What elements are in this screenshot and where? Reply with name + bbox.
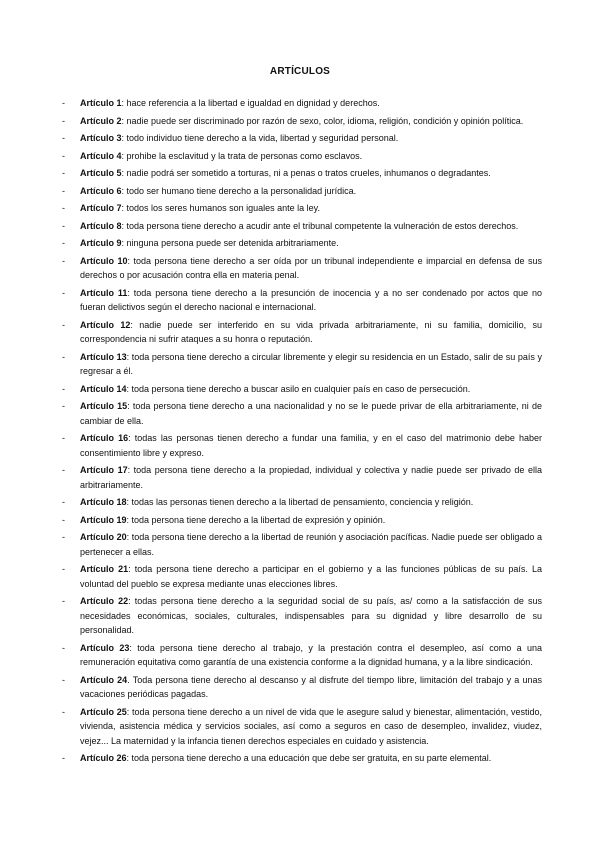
list-item — [62, 594, 542, 638]
article-text: todo ser humano tiene derecho a la personalidad jurídica. — [126, 185, 357, 196]
list-item — [62, 431, 542, 460]
bullet-mark: - — [62, 255, 65, 266]
article-label: Artículo 11 — [80, 287, 128, 298]
bullet-mark: - — [62, 497, 65, 507]
article-text: nadie podrá ser sometido a torturas, ni a penas o tratos crueles, inhumanos o degradantes. — [126, 168, 491, 178]
article-label: Artículo 15 — [80, 401, 128, 411]
bullet-mark: - — [62, 220, 65, 231]
article-label: Artículo 5 — [80, 168, 122, 178]
article-label: Artículo 7 — [80, 203, 122, 213]
bullet-mark: - — [62, 753, 65, 763]
article-text: hace referencia a la libertad e igualdad en dignidad y derechos. — [126, 98, 380, 108]
article-text: toda persona tiene derecho a la presunción de inocencia y a no ser condenado por actos que no fueran delictivos según el derecho nacional e internacional. — [80, 287, 542, 312]
bullet-mark: - — [62, 596, 65, 606]
list-item — [62, 495, 542, 510]
article-text: toda persona tiene derecho a una educación que debe ser gratuita, en su parte elemental. — [131, 753, 492, 763]
list-item — [62, 513, 542, 528]
article-separator: : — [126, 532, 132, 542]
article-label: Artículo 8 — [80, 220, 122, 231]
article-separator: . — [127, 674, 133, 685]
article-text: toda persona tiene derecho a acudir ante el tribunal competente la vulneración de estos derechos. — [126, 220, 519, 231]
article-separator: : — [128, 564, 135, 574]
bullet-mark: - — [62, 133, 65, 143]
article-separator: : — [130, 319, 140, 330]
articles-list — [62, 96, 542, 769]
article-label: Artículo 13 — [80, 351, 127, 362]
article-label: Artículo 19 — [80, 514, 127, 525]
article-text: todos los seres humanos son iguales ante la ley. — [126, 203, 320, 213]
list-item — [62, 219, 542, 234]
article-separator: : — [121, 238, 127, 248]
list-item — [62, 96, 542, 111]
article-separator: : — [127, 255, 134, 266]
list-item — [62, 751, 542, 766]
article-separator: : — [126, 753, 132, 763]
article-separator: : — [126, 497, 132, 507]
article-text: ninguna persona puede ser detenida arbitrariamente. — [126, 238, 339, 248]
list-item — [62, 530, 542, 559]
page-title: ARTÍCULOS — [269, 66, 331, 77]
article-separator: : — [127, 465, 134, 475]
bullet-mark: - — [62, 287, 65, 298]
article-text: toda persona tiene derecho a ser oída por un tribunal independiente e imparcial en defensa de sus derechos o por acusación contra ella en materia penal. — [80, 255, 542, 280]
article-label: Artículo 4 — [80, 150, 122, 161]
article-separator: : — [121, 115, 127, 126]
article-text: nadie puede ser discriminado por razón de sexo, color, idioma, religión, condición y opinión política. — [126, 115, 524, 126]
list-item — [62, 463, 542, 492]
article-separator: : — [121, 203, 127, 213]
article-label: Artículo 6 — [80, 185, 122, 196]
article-separator: : — [121, 98, 127, 108]
article-text: toda persona tiene derecho a la libertad de reunión y asociación pacíficas. Nadie puede ser obligado a pertenecer a ellas. — [80, 532, 542, 557]
article-label: Artículo 24 — [80, 674, 128, 685]
list-item — [62, 286, 542, 315]
article-separator: : — [121, 168, 127, 178]
bullet-mark: - — [62, 465, 65, 475]
list-item — [62, 201, 542, 216]
bullet-mark: - — [62, 203, 65, 213]
article-label: Artículo 26 — [80, 753, 127, 763]
article-text: Toda persona tiene derecho al descanso y al disfrute del tiempo libre, limitación del trabajo y a unas vacaciones periódicas pagadas. — [80, 674, 543, 699]
article-separator: : — [121, 133, 127, 143]
bullet-mark: - — [62, 319, 65, 330]
article-text: prohibe la esclavitud y la trata de personas como esclavos. — [126, 150, 363, 161]
article-separator: : — [128, 596, 135, 606]
article-separator: : — [121, 185, 127, 196]
article-label: Artículo 9 — [80, 238, 122, 248]
bullet-mark: - — [62, 185, 65, 196]
article-label: Artículo 3 — [80, 133, 122, 143]
list-item — [62, 705, 542, 749]
article-text: nadie puede ser interferido en su vida privada arbitrariamente, ni su familia, domicilio, su correspondencia ni sufrir ataques a su honra o reputación. — [80, 319, 542, 344]
list-item — [62, 131, 542, 146]
list-item — [62, 641, 542, 670]
bullet-mark: - — [62, 238, 65, 248]
article-text: todo individuo tiene derecho a la vida, libertad y seguridad personal. — [126, 133, 399, 143]
article-text: toda persona tiene derecho a la propiedad, individual y colectiva y nadie puede ser privado de ella arbitrariamente. — [80, 465, 543, 490]
article-separator: : — [128, 433, 135, 443]
list-item — [62, 399, 542, 428]
article-label: Artículo 20 — [80, 532, 127, 542]
article-label: Artículo 22 — [80, 596, 129, 606]
article-label: Artículo 21 — [80, 564, 129, 574]
article-text: toda persona tiene derecho a un nivel de vida que le asegure salud y bienestar, alimentación, vestido, vivienda, asistencia médica y servicios sociales, así como a seguros en caso de desempleo, invalidez, viudez, vejez... La maternidad y la infancia tienen derechos especiales en cuidado y asistencia. — [80, 706, 542, 746]
article-label: Artículo 16 — [80, 433, 129, 443]
bullet-mark: - — [62, 674, 65, 685]
bullet-mark: - — [62, 401, 65, 411]
article-label: Artículo 17 — [80, 465, 128, 475]
bullet-mark: - — [62, 115, 65, 126]
article-text: toda persona tiene derecho a la libertad de expresión y opinión. — [131, 514, 386, 525]
article-separator: : — [126, 383, 132, 394]
bullet-mark: - — [62, 150, 65, 161]
list-item — [62, 254, 542, 283]
article-text: todas las personas tienen derecho a la libertad de pensamiento, conciencia y religión. — [131, 497, 474, 507]
article-text: toda persona tiene derecho a circular libremente y elegir su residencia en un Estado, salir de su país y regresar a él. — [80, 351, 542, 376]
list-item — [62, 236, 542, 251]
article-separator: : — [126, 706, 133, 717]
list-item — [62, 673, 542, 702]
bullet-mark: - — [62, 433, 65, 443]
list-item — [62, 166, 542, 181]
article-text: toda persona tiene derecho a buscar asilo en cualquier país en caso de persecución. — [131, 383, 471, 394]
bullet-mark: - — [62, 383, 65, 394]
article-text: todas persona tiene derecho a la seguridad social de su país, as/ como a la satisfacción de sus necesidades económicas, sociales, culturales, indispensables para su dignidad y libre desarrollo de su personalidad. — [80, 596, 542, 635]
list-item — [62, 350, 542, 379]
list-item — [62, 318, 542, 347]
article-label: Artículo 10 — [80, 255, 128, 266]
article-label: Artículo 12 — [80, 319, 131, 330]
bullet-mark: - — [62, 532, 65, 542]
bullet-mark: - — [62, 98, 65, 108]
article-separator: : — [121, 150, 127, 161]
article-label: Artículo 23 — [80, 642, 130, 653]
list-item — [62, 184, 542, 199]
article-label: Artículo 1 — [80, 98, 122, 108]
article-text: toda persona tiene derecho al trabajo, y la prestación contra el desempleo, así como a una remuneración equitativa como garantía de una existencia conforme a la dignidad humana, y a la libre sindicación. — [80, 642, 542, 667]
article-label: Artículo 2 — [80, 115, 122, 126]
bullet-mark: - — [62, 168, 65, 178]
bullet-mark: - — [62, 564, 65, 574]
bullet-mark: - — [62, 706, 65, 717]
bullet-mark: - — [62, 642, 65, 653]
article-separator: : — [129, 642, 138, 653]
article-separator: : — [121, 220, 127, 231]
bullet-mark: - — [62, 514, 65, 525]
list-item — [62, 562, 542, 591]
article-label: Artículo 18 — [80, 497, 127, 507]
article-text: todas las personas tienen derecho a fundar una familia, y en el caso del matrimonio debe haber consentimiento libre y expreso. — [80, 433, 542, 458]
article-separator: : — [127, 401, 133, 411]
article-text: toda persona tiene derecho a una nacionalidad y no se le puede privar de ella arbitrariamente, ni de cambiar de ella. — [80, 401, 542, 426]
article-separator: : — [126, 351, 132, 362]
list-item — [62, 382, 542, 397]
article-label: Artículo 14 — [80, 383, 127, 394]
bullet-mark: - — [62, 351, 65, 362]
article-separator: : — [127, 287, 134, 298]
article-separator: : — [126, 514, 132, 525]
list-item — [62, 149, 542, 164]
article-text: toda persona tiene derecho a participar en el gobierno y a las funciones públicas de su país. La voluntad del pueblo se expresa mediante unas elecciones libres. — [80, 564, 542, 589]
list-item — [62, 114, 542, 129]
article-label: Artículo 25 — [80, 706, 127, 717]
